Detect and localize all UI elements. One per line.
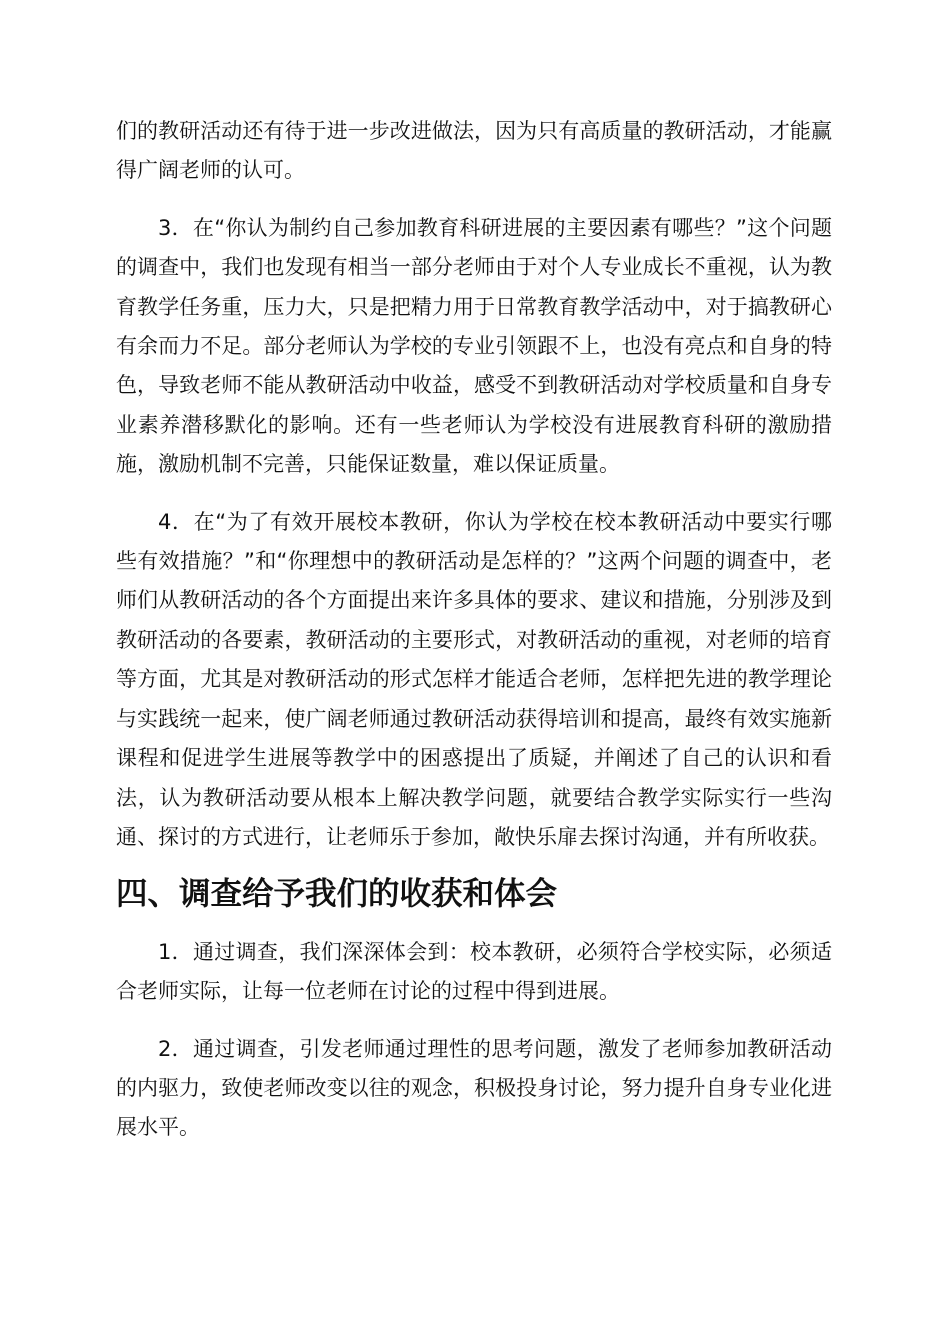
section-paragraph-1: 1．通过调查，我们深深体会到：校本教研，必须符合学校实际，必须适合老师实际，让每一位老师在讨论的过程中得到进展。	[116, 939, 832, 1004]
paragraph-item-3: 3．在“你认为制约自己参加教育科研进展的主要因素有哪些？”这个问题的调查中，我们也发现有相当一部分老师由于对个人专业成长不重视，认为教育教学任务重，压力大，只是把精力用于日常教育教学活动中，对于搞教研心有余而力不足。部分老师认为学校的专业引领跟不上，也没有亮点和自身的特色，导致老师不能从教研活动中收益，感受不到教研活动对学校质量和自身专业素养潜移默化的影响。还有一些老师认为学校没有进展教育科研的激励措施，激励机制不完善，只能保证数量，难以保证质量。	[116, 215, 832, 477]
paragraph-continuation: 们的教研活动还有待于进一步改进做法，因为只有高质量的教研活动，才能赢得广阔老师的认可。	[116, 119, 832, 183]
section-heading: 四、调查给予我们的收获和体会	[116, 876, 558, 913]
document-body	[116, 112, 832, 1166]
section-paragraph-2: 2．通过调查，引发老师通过理性的思考问题，激发了老师参加教研活动的内驱力，致使老师改变以往的观念，积极投身讨论，努力提升自身专业化进展水平。	[116, 1036, 832, 1140]
paragraph-item-4: 4．在“为了有效开展校本教研，你认为学校在校本教研活动中要实行哪些有效措施？”和“你理想中的教研活动是怎样的？”这两个问题的调查中，老师们从教研活动的各个方面提出来许多具体的要求、建议和措施，分别涉及到教研活动的各要素，教研活动的主要形式，对教研活动的重视，对老师的培育等方面，尤其是对教研活动的形式怎样才能适合老师，怎样把先进的教学理论与实践统一起来，使广阔老师通过教研活动获得培训和提高，最终有效实施新课程和促进学生进展等教学中的困惑提出了质疑，并阐述了自己的认识和看法，认为教研活动要从根本上解决教学问题，就要结合教学实际实行一些沟通、探讨的方式进行，让老师乐于参加，敞快乐扉去探讨沟通，并有所收获。	[116, 509, 832, 849]
